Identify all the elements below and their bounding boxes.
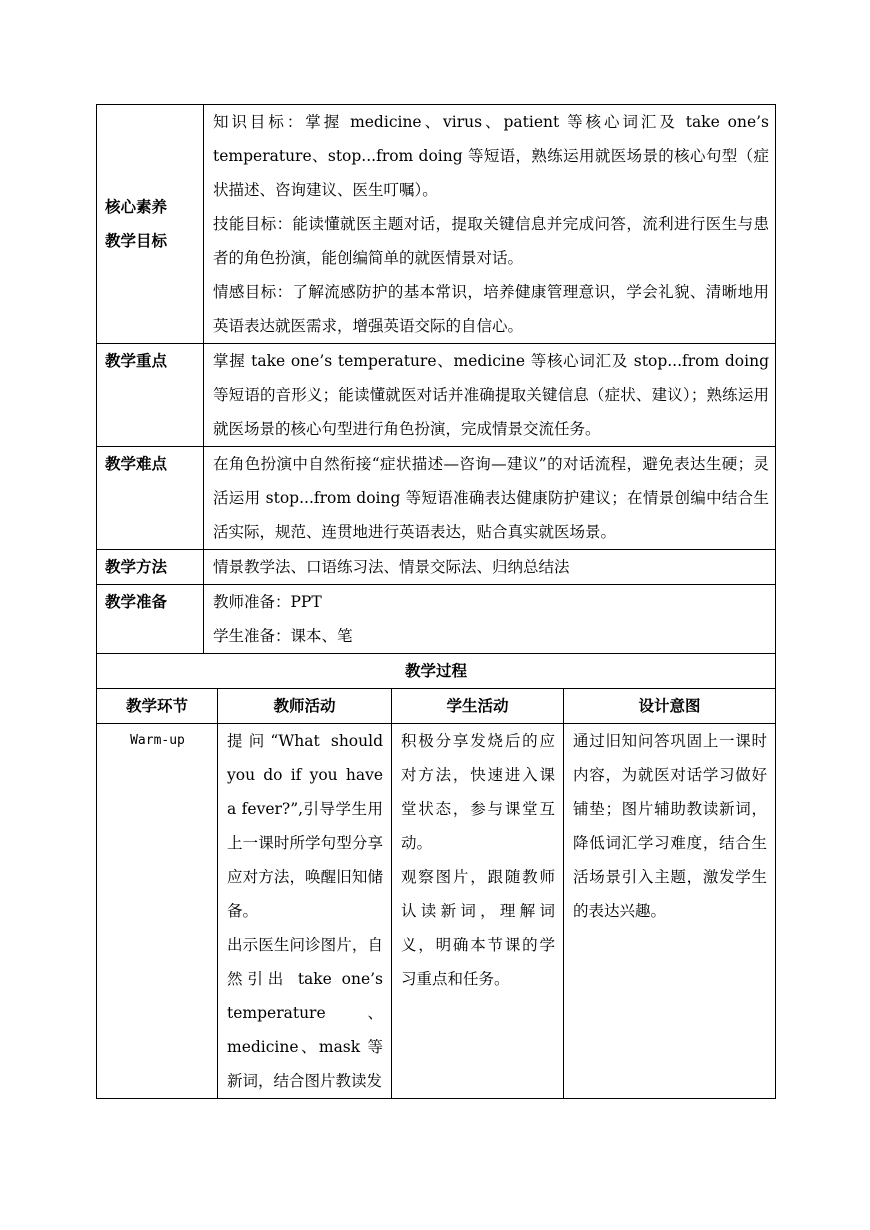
student-preparation: 学生准备：课本、笔 [213, 627, 353, 645]
methods-label: 教学方法 [97, 550, 204, 585]
lesson-plan [96, 104, 775, 1099]
key-points-label: 教学重点 [97, 344, 204, 447]
objectives-label-line2: 教学目标 [105, 231, 168, 250]
difficulties-text: 在角色扮演中自然衔接“症状描述—咨询—建议”的对话流程，避免表达生硬；灵活运用 stop...from doing 等短语准确表达健康防护建议；在情景创编中结合生活实际，规范、连贯地进行英语表达，贴合真实就医场景。 [213, 455, 769, 541]
objectives-label [97, 105, 204, 344]
table-row [97, 724, 776, 1099]
student-activity-2: 观察图片，跟随教师认读新词，理解词义，明确本节课的学习重点和任务。 [401, 868, 555, 988]
key-points-row [97, 344, 776, 447]
methods-row [97, 550, 776, 585]
design-intent-cell [564, 724, 776, 1099]
header-student-activity: 学生活动 [392, 689, 564, 724]
teacher-activity-1: 提问“What should you do if you have a fever?”,引导学生用上一课时所学句型分享应对方法，唤醒旧知储备。 [227, 732, 383, 920]
difficulties-label: 教学难点 [97, 447, 204, 550]
emotion-objective: 情感目标：了解流感防护的基本常识，培养健康管理意识，学会礼貌、清晰地用英语表达就医需求，增强英语交际的自信心。 [213, 283, 769, 335]
design-intent-text: 通过旧知问答巩固上一课时内容，为就医对话学习做好铺垫；图片辅助教读新词，降低词汇学习难度，结合生活场景引入主题，激发学生的表达兴趣。 [573, 732, 768, 920]
process-title: 教学过程 [97, 654, 776, 689]
student-activity-cell [392, 724, 564, 1099]
teacher-activity-cell [218, 724, 392, 1099]
preparation-label: 教学准备 [97, 585, 204, 654]
header-teacher-activity: 教师活动 [218, 689, 392, 724]
process-header-row [97, 689, 776, 724]
skill-objective: 技能目标：能读懂就医主题对话，提取关键信息并完成问答，流利进行医生与患者的角色扮演，能创编简单的就医情景对话。 [213, 215, 769, 267]
teacher-activity-2: 出示医生问诊图片，自然引出 take one’s temperature、medicine、mask 等新词，结合图片教读发 [227, 936, 383, 1090]
process-table [96, 653, 776, 1099]
header-design-intent: 设计意图 [564, 689, 776, 724]
difficulties-content [204, 447, 776, 550]
stage-cell: Warm-up [97, 724, 218, 1099]
preparation-content [204, 585, 776, 654]
plan-info-table [96, 104, 776, 654]
preparation-row [97, 585, 776, 654]
methods-text: 情景教学法、口语练习法、情景交际法、归纳总结法 [213, 558, 570, 576]
knowledge-objective: 知识目标：掌握 medicine、virus、patient 等核心词汇及 take one’s temperature、stop...from doing 等短语，熟练运用就医场景的核心句型（症状描述、咨询建议、医生叮嘱）。 [213, 113, 769, 199]
objectives-content [204, 105, 776, 344]
key-points-content [204, 344, 776, 447]
teacher-preparation: 教师准备：PPT [213, 593, 322, 611]
process-title-row [97, 654, 776, 689]
objectives-row [97, 105, 776, 344]
methods-content [204, 550, 776, 585]
difficulties-row [97, 447, 776, 550]
key-points-text: 掌握 take one’s temperature、medicine 等核心词汇及 stop...from doing 等短语的音形义；能读懂就医对话并准确提取关键信息（症状、建议）；熟练运用就医场景的核心句型进行角色扮演，完成情景交流任务。 [213, 352, 769, 438]
header-stage: 教学环节 [97, 689, 218, 724]
objectives-label-line1: 核心素养 [105, 197, 168, 216]
student-activity-1: 积极分享发烧后的应对方法，快速进入课堂状态，参与课堂互动。 [401, 732, 555, 852]
